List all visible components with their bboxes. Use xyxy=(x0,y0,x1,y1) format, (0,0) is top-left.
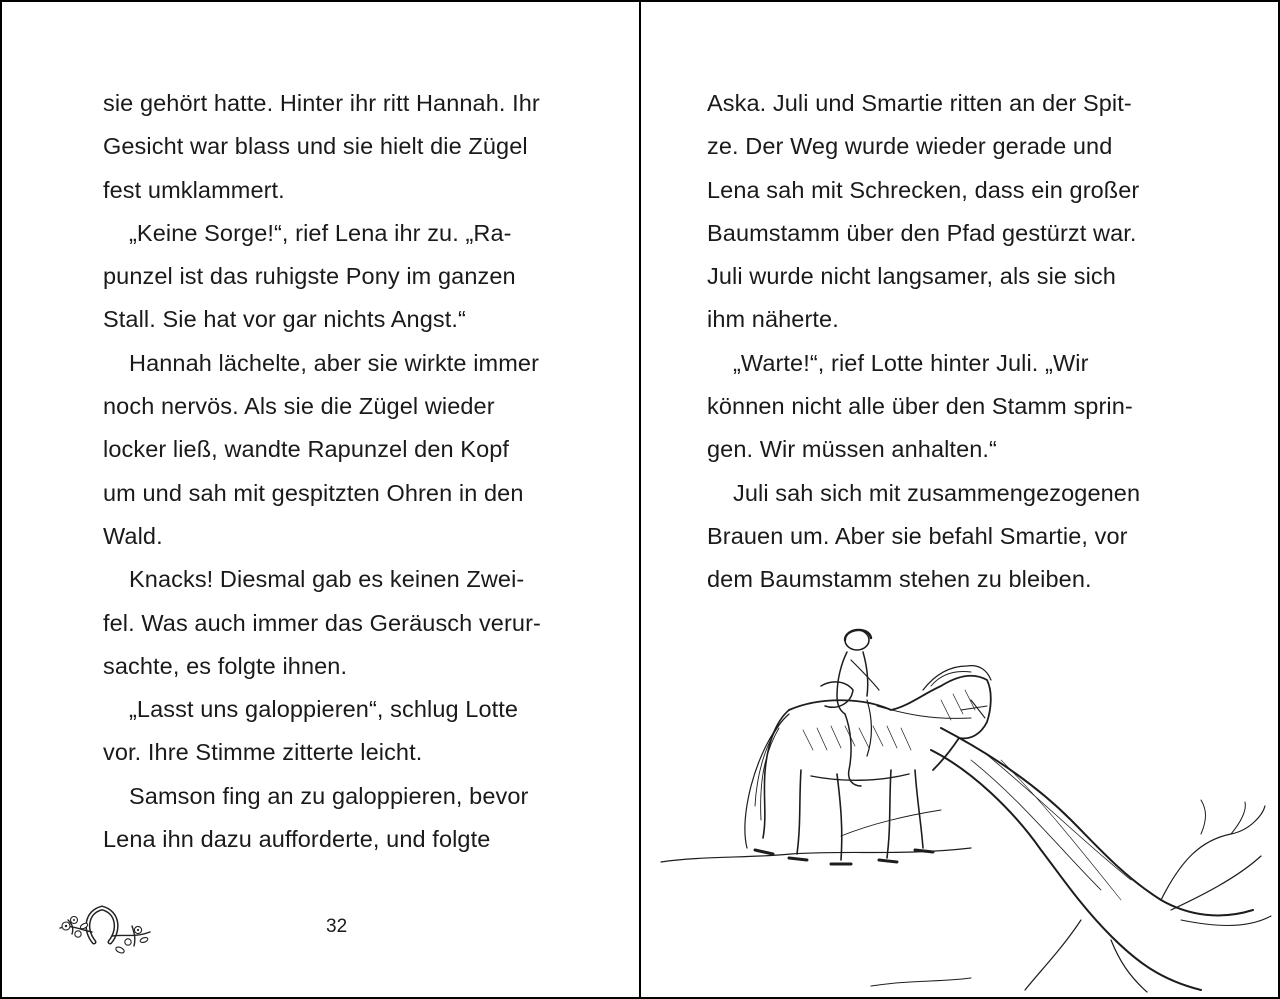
text-line: punzel ist das ruhigste Pony im ganzen xyxy=(103,263,516,290)
text-line: um und sah mit gespitzten Ohren in den xyxy=(103,479,524,506)
left-page-text xyxy=(103,82,583,861)
text-line: ihm näherte. xyxy=(707,306,839,333)
text-line: „Warte!“, rief Lotte hinter Juli. „Wir xyxy=(733,349,1089,376)
text-line: Wald. xyxy=(103,522,163,549)
text-line: Samson fing an zu galoppieren, bevor xyxy=(129,782,529,809)
text-line: fel. Was auch immer das Geräusch verur- xyxy=(103,609,541,636)
text-line: Aska. Juli und Smartie ritten an der Spit- xyxy=(707,90,1132,116)
text-line: Baumstamm über den Pfad gestürzt war. xyxy=(707,219,1137,246)
text-line: fest umklammert. xyxy=(103,176,285,203)
text-line: Hannah lächelte, aber sie wirkte immer xyxy=(129,349,540,376)
left-page xyxy=(0,0,639,999)
text-line: sie gehört hatte. Hinter ihr ritt Hannah. Ihr xyxy=(103,90,540,116)
text-line: „Keine Sorge!“, rief Lena ihr zu. „Ra- xyxy=(129,219,512,246)
text-line: „Lasst uns galoppieren“, schlug Lotte xyxy=(129,696,519,723)
text-line: Gesicht war blass und sie hielt die Zügel xyxy=(103,133,528,160)
pony-rider-fallen-tree-illustration xyxy=(641,610,1278,997)
text-line: Juli sah sich mit zusammengezogenen xyxy=(733,479,1141,506)
text-line: Lena ihn dazu aufforderte, und folgte xyxy=(103,826,491,853)
text-line: Lena sah mit Schrecken, dass ein großer xyxy=(707,176,1140,203)
text-line: Juli wurde nicht langsamer, als sie sich xyxy=(707,263,1116,290)
text-line: Stall. Sie hat vor gar nichts Angst.“ xyxy=(103,306,466,333)
text-line: locker ließ, wandte Rapunzel den Kopf xyxy=(103,436,510,463)
text-line: Knacks! Diesmal gab es keinen Zwei- xyxy=(129,566,525,593)
horseshoe-flower-ornament xyxy=(54,890,154,960)
text-line: Brauen um. Aber sie befahl Smartie, vor xyxy=(707,522,1128,549)
page-number: 32 xyxy=(326,916,348,937)
right-page-text xyxy=(707,82,1187,602)
text-line: sachte, es folgte ihnen. xyxy=(103,652,348,679)
text-line: gen. Wir müssen anhalten.“ xyxy=(707,436,997,463)
text-line: dem Baumstamm stehen zu bleiben. xyxy=(707,566,1092,593)
text-line: vor. Ihre Stimme zitterte leicht. xyxy=(103,739,423,766)
right-page xyxy=(641,0,1278,999)
text-line: ze. Der Weg wurde wieder gerade und xyxy=(707,133,1113,160)
text-line: können nicht alle über den Stamm sprin- xyxy=(707,393,1133,420)
text-line: noch nervös. Als sie die Zügel wieder xyxy=(103,393,495,420)
